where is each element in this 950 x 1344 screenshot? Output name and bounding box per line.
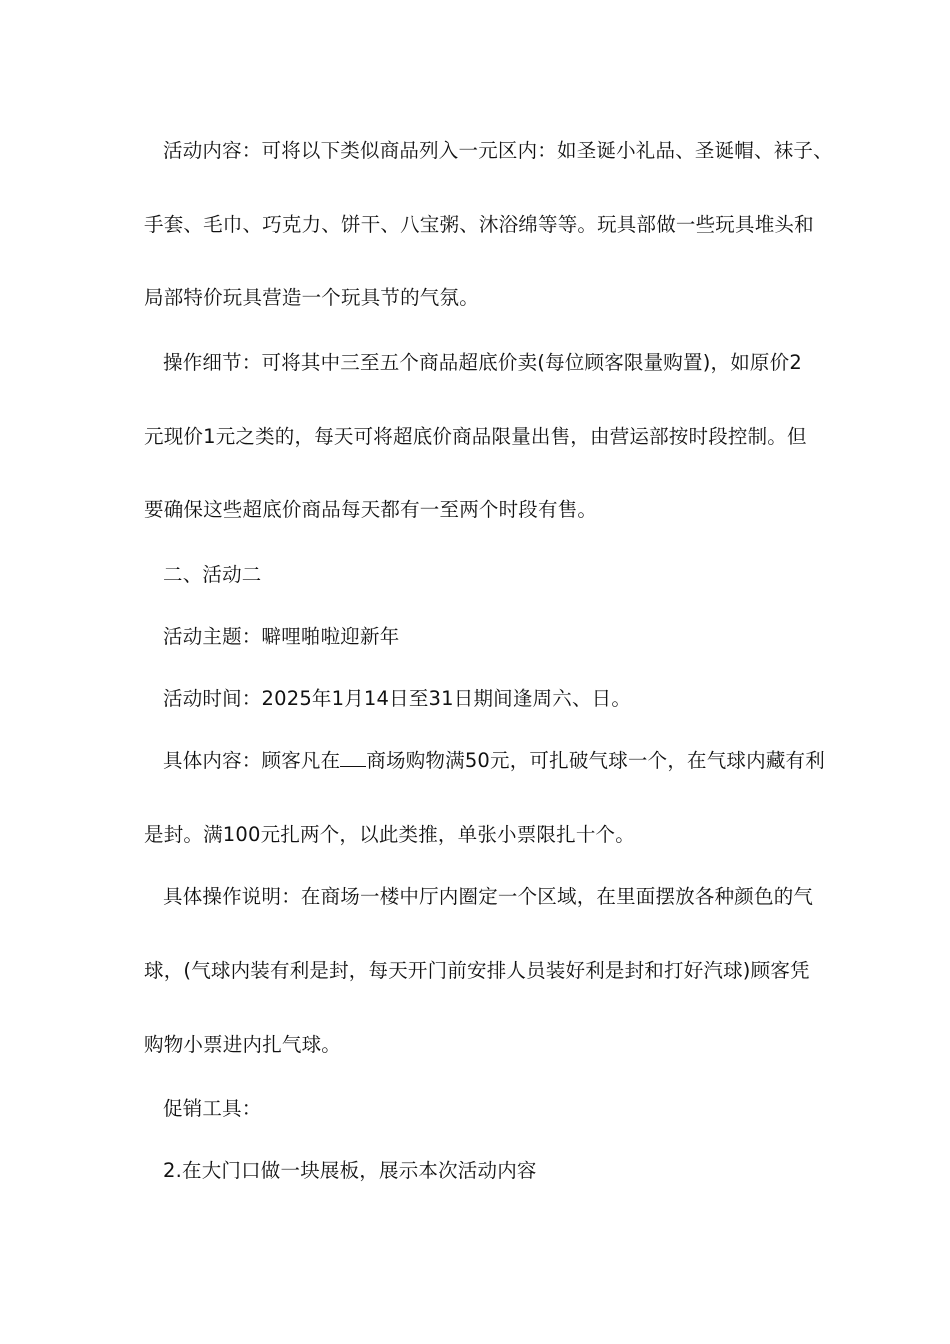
paragraph-operation-detail-line-1: 操作细节：可将其中三至五个商品超底价卖(每位顾客限量购置)，如原价2 bbox=[163, 351, 802, 374]
specific-content-suffix: 商场购物满50元，可扎破气球一个，在气球内藏有利 bbox=[366, 749, 825, 772]
specific-content-prefix: 具体内容：顾客凡在 bbox=[163, 749, 341, 772]
paragraph-operation-instructions-line-3: 购物小票进内扎气球。 bbox=[144, 1033, 342, 1056]
activity-theme: 活动主题：噼哩啪啦迎新年 bbox=[163, 625, 400, 648]
paragraph-operation-instructions-line-2: 球，(气球内装有利是封，每天开门前安排人员装好利是封和打好汽球)顾客凭 bbox=[144, 959, 810, 982]
promotion-tools-heading: 促销工具： bbox=[163, 1097, 262, 1120]
paragraph-specific-content-line-2: 是封。满100元扎两个，以此类推，单张小票限扎十个。 bbox=[144, 823, 635, 846]
promotion-tools-item: 2.在大门口做一块展板，展示本次活动内容 bbox=[163, 1159, 537, 1182]
paragraph-specific-content-line-1 bbox=[163, 749, 833, 773]
blank-underline bbox=[340, 750, 366, 767]
paragraph-activity-content-line-1: 活动内容：可将以下类似商品列入一元区内：如圣诞小礼品、圣诞帽、袜子、 bbox=[163, 139, 833, 162]
paragraph-operation-detail-line-3: 要确保这些超底价商品每天都有一至两个时段有售。 bbox=[144, 498, 598, 521]
paragraph-operation-instructions-line-1: 具体操作说明：在商场一楼中厅内圈定一个区域，在里面摆放各种颜色的气 bbox=[163, 885, 814, 908]
paragraph-activity-content-line-2: 手套、毛巾、巧克力、饼干、八宝粥、沐浴绵等等。玩具部做一些玩具堆头和 bbox=[144, 213, 814, 236]
section-heading-activity-two: 二、活动二 bbox=[163, 563, 262, 586]
activity-time: 活动时间：2025年1月14日至31日期间逢周六、日。 bbox=[163, 687, 632, 710]
paragraph-operation-detail-line-2: 元现价1元之类的，每天可将超底价商品限量出售，由营运部按时段控制。但 bbox=[144, 425, 807, 448]
paragraph-activity-content-line-3: 局部特价玩具营造一个玩具节的气氛。 bbox=[144, 286, 479, 309]
